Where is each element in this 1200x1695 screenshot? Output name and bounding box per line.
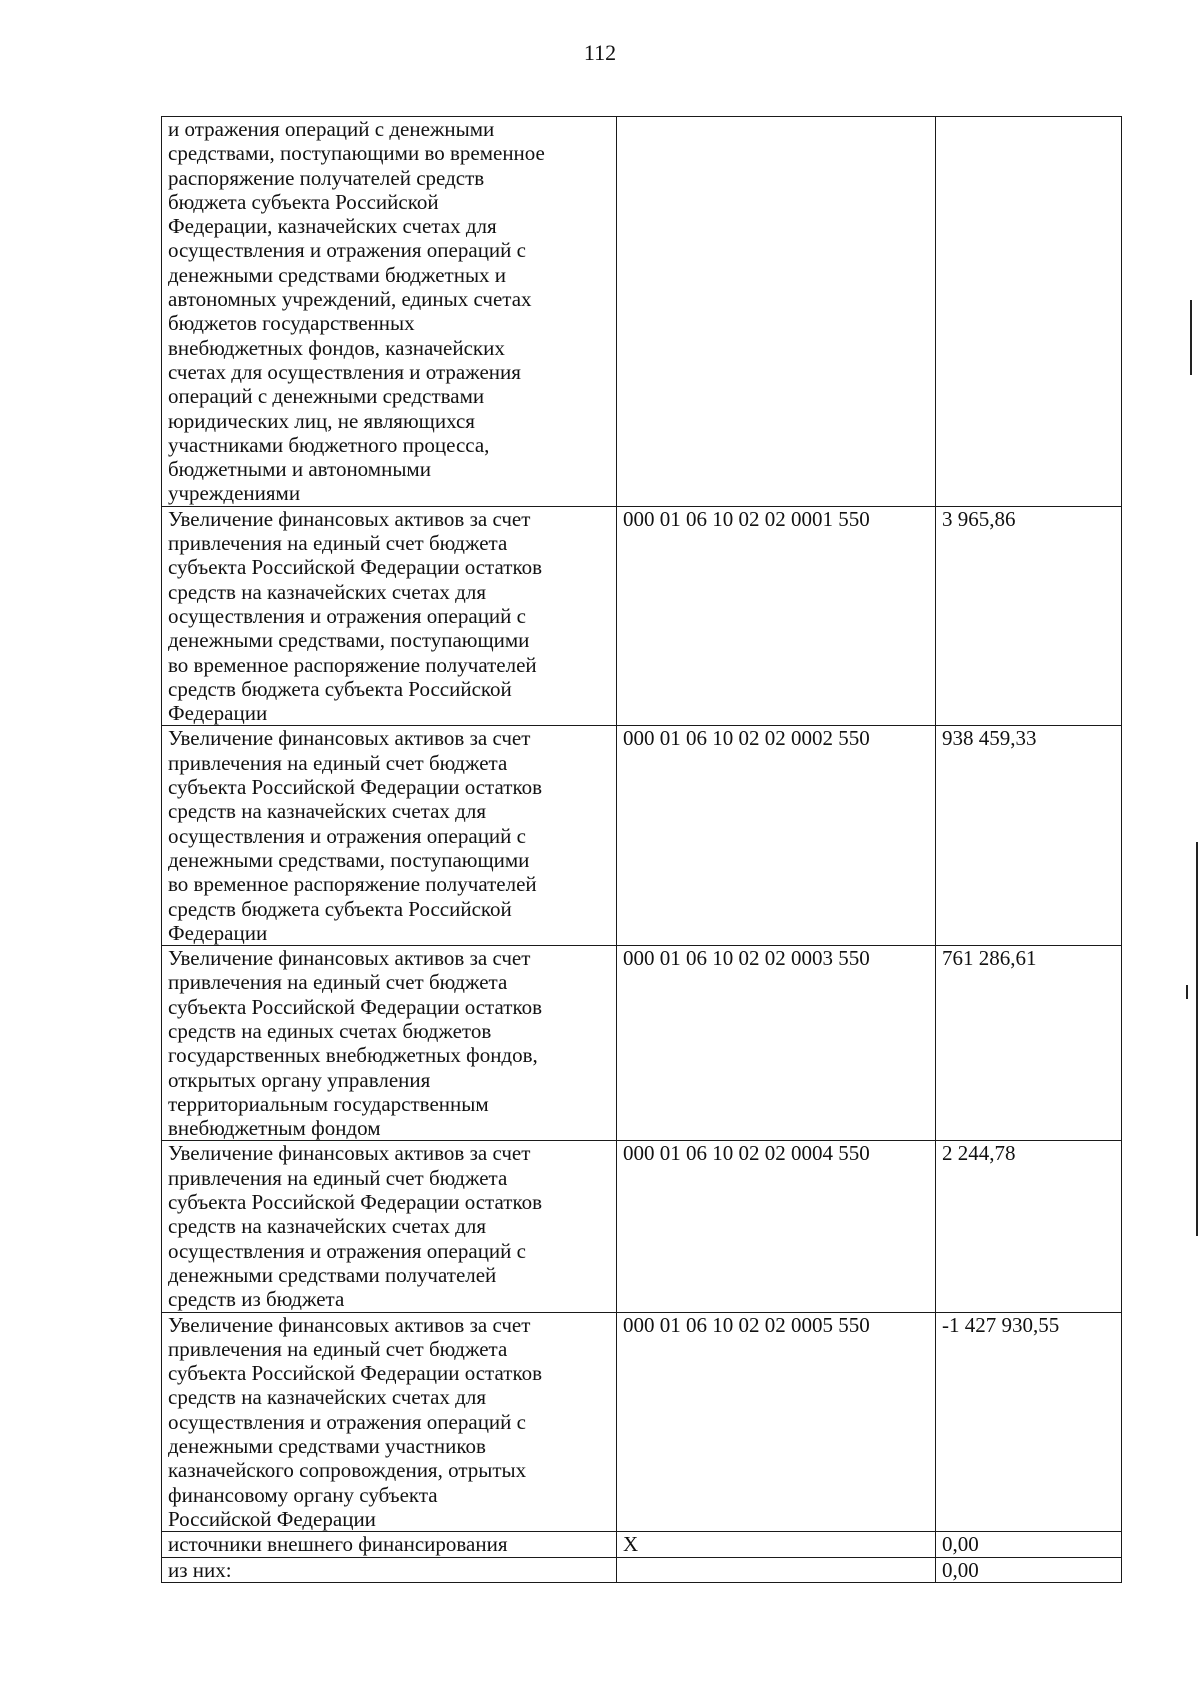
amount-cell bbox=[936, 1532, 1122, 1557]
row-amount: 2 244,78 bbox=[942, 1141, 1016, 1166]
code-cell bbox=[617, 117, 936, 507]
row-description: Увеличение финансовых активов за счет привлечения на единый счет бюджета субъекта Российской Федерации остатков средств на казначейских счетах для осуществления и отражения операций с денежными средствами, поступающими во временное распоряжение получателей средств бюджета субъекта Российской Федерации bbox=[168, 506, 542, 726]
row-description: Увеличение финансовых активов за счет привлечения на единый счет бюджета субъекта Российской Федерации остатков средств на казначейских счетах для осуществления и отражения операций с денежными средствами, поступающими во временное распоряжение получателей средств бюджета субъекта Российской Федерации bbox=[168, 726, 542, 945]
amount-cell bbox=[936, 726, 1122, 946]
code-cell bbox=[617, 1557, 936, 1582]
row-amount: 938 459,33 bbox=[942, 726, 1037, 751]
table-row bbox=[162, 506, 1122, 726]
row-description: Увеличение финансовых активов за счет привлечения на единый счет бюджета субъекта Российской Федерации остатков средств на казначейских счетах для осуществления и отражения операций с денежными средствами получателей средств из бюджета bbox=[168, 1141, 542, 1312]
scan-edge-mark bbox=[1196, 842, 1198, 1236]
row-description: и отражения операций с денежными средствами, поступающими во временное распоряжение получателей средств бюджета субъекта Российской Федерации, казначейских счетах для осуществления и отражения операций с денежными средствами бюджетных и автономных учреждений, единых счетах бюджетов государственных внебюджетных фондов, казначейских счетах для осуществления и отражения операций с денежными средствами юридических лиц, не являющихся участниками бюджетного процесса, бюджетными и автономными учреждениями bbox=[168, 117, 545, 506]
row-amount: 0,00 bbox=[942, 1557, 979, 1582]
row-code: 000 01 06 10 02 02 0005 550 bbox=[623, 1312, 870, 1337]
description-cell bbox=[162, 1312, 617, 1532]
row-description: Увеличение финансовых активов за счет привлечения на единый счет бюджета субъекта Российской Федерации остатков средств на казначейских счетах для осуществления и отражения операций с денежными средствами участников казначейского сопровождения, отрытых финансовому органу субъекта Российской Федерации bbox=[168, 1312, 542, 1531]
row-code: X bbox=[623, 1532, 639, 1557]
table-row bbox=[162, 726, 1122, 946]
code-cell bbox=[617, 726, 936, 946]
row-description: источники внешнего финансирования bbox=[168, 1532, 508, 1557]
amount-cell bbox=[936, 1557, 1122, 1582]
description-cell bbox=[162, 1557, 617, 1582]
scan-edge-mark bbox=[1186, 985, 1188, 999]
amount-cell bbox=[936, 946, 1122, 1141]
row-amount: -1 427 930,55 bbox=[942, 1312, 1060, 1337]
table-row bbox=[162, 1141, 1122, 1312]
amount-cell bbox=[936, 1312, 1122, 1532]
scan-edge-mark bbox=[1190, 300, 1192, 375]
row-amount: 3 965,86 bbox=[942, 506, 1016, 531]
row-amount: 0,00 bbox=[942, 1532, 979, 1557]
amount-cell bbox=[936, 117, 1122, 507]
financing-sources-table bbox=[161, 116, 1122, 1583]
table-row bbox=[162, 1312, 1122, 1532]
row-code: 000 01 06 10 02 02 0003 550 bbox=[623, 946, 870, 971]
code-cell bbox=[617, 946, 936, 1141]
description-cell bbox=[162, 946, 617, 1141]
row-code: 000 01 06 10 02 02 0002 550 bbox=[623, 726, 870, 751]
row-amount: 761 286,61 bbox=[942, 946, 1037, 971]
description-cell bbox=[162, 1141, 617, 1312]
row-code: 000 01 06 10 02 02 0001 550 bbox=[623, 506, 870, 531]
description-cell bbox=[162, 1532, 617, 1557]
table-row bbox=[162, 946, 1122, 1141]
code-cell bbox=[617, 1312, 936, 1532]
row-code: 000 01 06 10 02 02 0004 550 bbox=[623, 1141, 870, 1166]
page-number: 112 bbox=[583, 40, 617, 65]
row-description: из них: bbox=[168, 1557, 232, 1582]
amount-cell bbox=[936, 1141, 1122, 1312]
description-cell bbox=[162, 726, 617, 946]
table-row bbox=[162, 1532, 1122, 1557]
code-cell bbox=[617, 1532, 936, 1557]
amount-cell bbox=[936, 506, 1122, 726]
description-cell bbox=[162, 506, 617, 726]
code-cell bbox=[617, 506, 936, 726]
code-cell bbox=[617, 1141, 936, 1312]
description-cell bbox=[162, 117, 617, 507]
row-description: Увеличение финансовых активов за счет привлечения на единый счет бюджета субъекта Российской Федерации остатков средств на единых счетах бюджетов государственных внебюджетных фондов, открытых органу управления территориальным государственным внебюджетным фондом bbox=[168, 946, 542, 1141]
table-row bbox=[162, 1557, 1122, 1582]
table-row bbox=[162, 117, 1122, 507]
